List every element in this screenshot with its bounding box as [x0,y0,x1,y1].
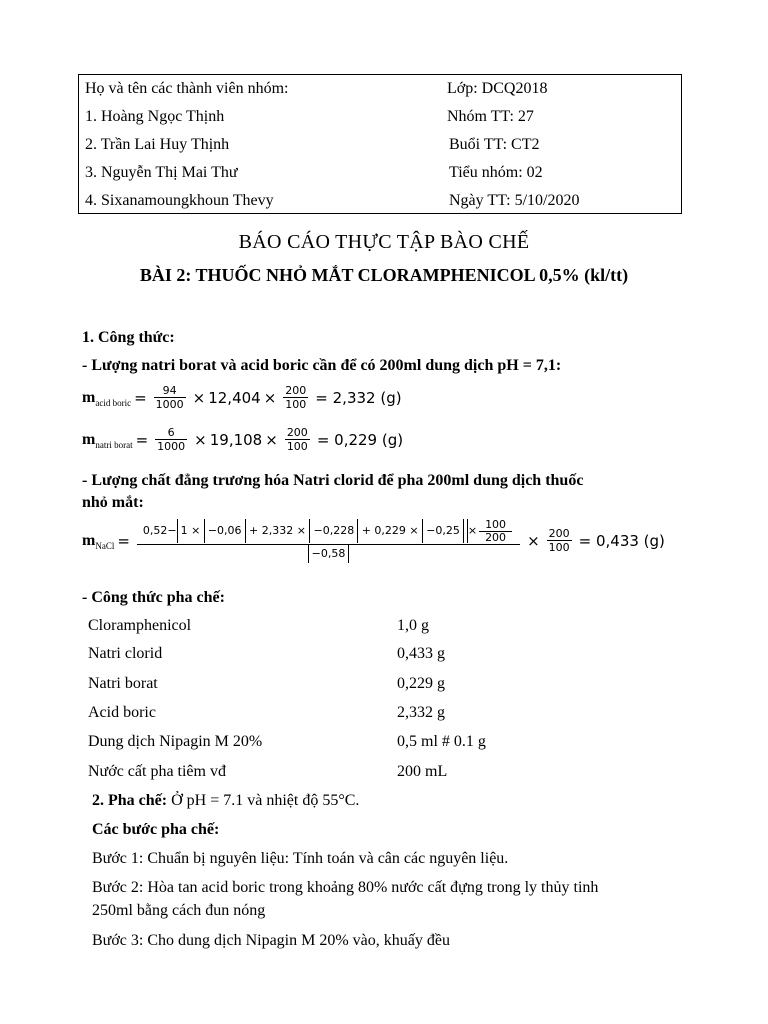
ingredient-qty: 0,433 g [397,645,445,662]
date-label: Ngày TT: 5/10/2020 [449,192,580,209]
member-1: 1. Hoàng Ngọc Thịnh [85,108,225,125]
section1-heading: 1. Công thức: [82,329,175,346]
numerator: 6 [167,426,175,439]
numerator: 200 [548,527,570,540]
numerator-part: + 0,229 × [358,524,423,537]
mass-symbol: m [82,430,96,448]
mass-symbol: m [82,531,96,549]
numerator: 94 [162,384,177,397]
member-4: 4. Sixanamoungkhoun Thevy [85,192,274,209]
nacl-fraction [137,518,520,563]
ingredient-name: Natri borat [88,675,158,692]
step-3: Bước 3: Cho dung dịch Nipagin M 20% vào, khuấy đều [92,932,450,949]
equals-sign: = [117,531,130,550]
denominator: 100 [548,541,570,554]
absolute-value: −0,25 [422,519,464,543]
times-sign: × [194,430,207,449]
ingredient-name: Cloramphenicol [88,617,192,634]
denominator: 100 [285,398,307,411]
absolute-value: −0,06 [204,519,246,543]
coefficient: 12,404 [208,388,261,407]
ingredient-qty: 1,0 g [397,617,429,634]
numerator: 200 [285,384,307,397]
members-heading: Họ và tên các thành viên nhóm: [85,80,289,97]
ingredient-qty: 2,332 g [397,704,445,721]
ingredient-name: Dung dịch Nipagin M 20% [88,733,263,750]
report-title: BÁO CÁO THỰC TẬP BÀO CHẾ [238,231,530,253]
times-sign: × [192,388,206,407]
nacl-numerator [137,518,520,544]
class-label: Lớp: DCQ2018 [447,80,548,97]
bracket-group [177,519,468,543]
times-sign: × [527,531,540,550]
ingredient-name: Natri clorid [88,645,163,662]
ingredient-qty: 0,5 ml # 0.1 g [397,733,486,750]
mass-subscript: natri borat [95,439,133,450]
report-subtitle: BÀI 2: THUỐC NHỎ MẮT CLORAMPHENICOL 0,5% (kl/tt) [139,265,629,285]
numerator: 200 [286,426,308,439]
group-info-box [78,74,682,214]
mass-subscript: NaCl [95,540,115,551]
group-label: Nhóm TT: 27 [447,108,534,125]
section2-heading-bold: 2. Pha chế: [92,792,168,809]
denominator: 100 [286,440,308,453]
numerator-part: 0,52− [142,524,177,537]
buffer-heading: - Lượng natri borat và acid boric cần để có 200ml dung dịch pH = 7,1: [82,357,562,374]
times-sign: × [263,388,277,407]
mass-subscript: acid boric [95,397,132,408]
isotonic-heading-line2: nhỏ mắt: [82,494,144,511]
session-label: Buổi TT: CT2 [449,136,540,153]
ingredient-qty: 200 mL [397,763,448,780]
formula-acid-boric [82,384,402,411]
formula-natri-borat [82,426,403,453]
denominator: 1000 [157,440,186,453]
absolute-value: −0,58 [308,545,350,563]
step-2-line1: Bước 2: Hòa tan acid boric trong khoảng 80% nước cất đựng trong ly thủy tinh [92,879,599,896]
fraction [547,527,572,554]
isotonic-heading-line1: - Lượng chất đẳng trương hóa Natri clorid để pha 200ml dung dịch thuốc [82,472,584,489]
ingredient-name: Nước cất pha tiêm vđ [88,763,226,780]
numerator-part: 1 × [180,524,204,537]
step-1: Bước 1: Chuẩn bị nguyên liệu: Tính toán và cân các nguyên liệu. [92,850,509,867]
times-sign: × [265,430,278,449]
ingredient-name: Acid boric [88,704,156,721]
nacl-denominator [137,544,520,563]
numerator-part: × [467,524,478,537]
fraction [154,384,186,411]
coefficient: 19,108 [209,430,263,449]
absolute-value: −0,228 [309,519,358,543]
recipe-heading: - Công thức pha chế: [82,589,225,606]
formula-nacl [82,518,665,563]
numerator-part: + 2,332 × [245,524,310,537]
equals-sign: = [134,388,147,407]
denominator: 1000 [155,398,184,411]
fraction [155,426,187,453]
member-3: 3. Nguyễn Thị Mai Thư [85,164,238,181]
section2-heading-rest: Ở pH = 7.1 và nhiệt độ 55°C. [167,792,360,809]
fraction [285,426,310,453]
denominator: 200 [479,531,512,544]
equals-sign: = [135,430,149,449]
step-2-line2: 250ml bằng cách đun nóng [92,902,266,919]
numerator: 100 [485,517,507,531]
subgroup-label: Tiểu nhóm: 02 [449,164,543,181]
section2-heading [92,790,359,812]
member-2: 2. Trần Lai Huy Thịnh [85,136,230,153]
mass-symbol: m [82,388,96,406]
formula-result: = 0,229 (g) [316,430,404,449]
steps-heading: Các bước pha chế: [92,821,220,838]
formula-result: = 2,332 (g) [315,388,402,407]
ingredient-qty: 0,229 g [397,675,445,692]
fraction [479,519,512,544]
fraction [283,384,308,411]
formula-result: = 0,433 (g) [578,531,665,550]
